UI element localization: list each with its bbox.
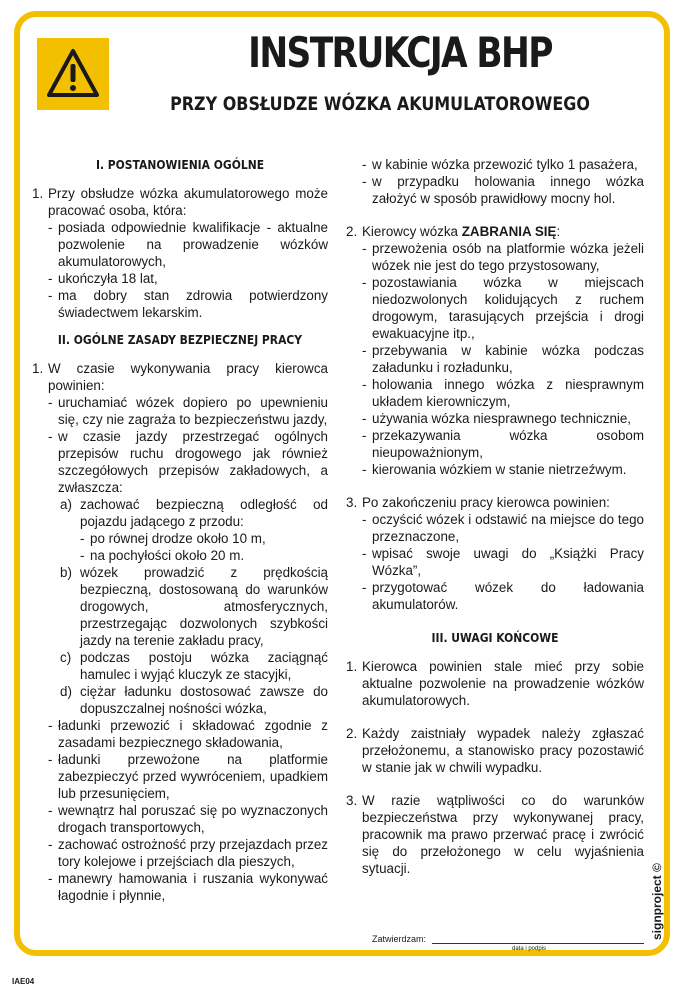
list-item: - posiada odpowiednie kwalifikacje - aktualne pozwolenie na prowadzenie wózków akumulatorowych,	[48, 220, 328, 269]
item-text: przygotować wózek do ładowania akumulatorów.	[372, 580, 644, 612]
item-text: wózek prowadzić z prędkością bezpieczną, dostosowaną do warunków drogowych, atmosferycznych, przestrzegając dozwolonych szybkości jazdy na terenie zakładu pracy,	[80, 565, 328, 648]
item-text: ma dobry stan zdrowia potwierdzony świadectwem lekarskim.	[58, 288, 328, 320]
list-item	[346, 792, 644, 877]
list-item: - manewry hamowania i ruszania wykonywać łagodnie i płynnie,	[48, 871, 328, 903]
item-text: holowania innego wózka z niesprawnym układem kierowniczym,	[372, 377, 644, 409]
list-item: - oczyścić wózek i odstawić na miejsce do tego przeznaczone,	[362, 512, 644, 544]
list-item: - przewożenia osób na platformie wózka jeżeli wózek nie jest do tego przystosowany,	[362, 241, 644, 273]
warning-triangle-icon	[37, 38, 109, 110]
list-item	[346, 494, 644, 511]
list-item: - w kabinie wózka przewozić tylko 1 pasażera,	[346, 156, 644, 173]
item-number: 3.	[346, 793, 358, 808]
list-item	[346, 223, 644, 240]
list-item: - przebywania w kabinie wózka podczas załadunku i rozładunku,	[362, 343, 644, 375]
right-column	[346, 156, 644, 877]
list-item	[346, 658, 644, 709]
item-text: ciężar ładunku dostosować zawsze do dopuszczalnej nośności wózka,	[80, 684, 328, 716]
brand-mark: signproject ©	[650, 863, 664, 940]
list-item	[32, 185, 328, 219]
item-text: manewry hamowania i ruszania wykonywać łagodnie i płynnie,	[58, 871, 328, 903]
item-text: ukończyła 18 lat,	[58, 271, 158, 286]
item-text: podczas postoju wózka zaciągnąć hamulec i wyjąć kluczyk ze stacyjki,	[80, 650, 328, 682]
item-text: przebywania w kabinie wózka podczas załadunku i rozładunku,	[372, 343, 644, 375]
section-heading: I. POSTANOWIENIA OGÓLNE	[95, 157, 265, 172]
list-item: - wpisać swoje uwagi do „Książki Pracy Wózka”,	[362, 546, 644, 578]
item-text: Po zakończeniu pracy kierowca powinien:	[362, 495, 610, 510]
item-text: używania wózka niesprawnego technicznie,	[372, 411, 632, 426]
page-subtitle: PRZY OBSŁUDZE WÓZKA AKUMULATOROWEGO	[170, 93, 590, 115]
sign-code: IAE04	[12, 977, 35, 986]
list-item: - na pochyłości około 20 m.	[80, 548, 245, 563]
list-item: - ukończyła 18 lat,	[32, 270, 328, 287]
list-item: - zachować ostrożność przy przejazdach przez tory kolejowe i przejściach dla pieszych,	[48, 837, 328, 869]
item-text: zachować bezpieczną odległość od pojazdu jadącego z przodu:	[80, 497, 328, 529]
list-item: - ładunki przewozić i składować zgodnie z zasadami bezpiecznego składowania,	[48, 718, 328, 750]
item-text: Kierowca powinien stale mieć przy sobie aktualne pozwolenie na prowadzenie wózków akumulatorowych.	[362, 659, 644, 708]
list-item: - po równej drodze około 10 m,	[80, 531, 266, 546]
list-item: - ma dobry stan zdrowia potwierdzony świadectwem lekarskim.	[48, 288, 328, 320]
item-number: 1.	[346, 659, 358, 674]
item-text: kierowania wózkiem w stanie nietrzeźwym.	[372, 462, 627, 477]
list-item: - w czasie jazdy przestrzegać ogólnych przepisów ruchu drogowego jak również szczegółowych przepisów zakładowych, a zwłaszcza:	[48, 429, 328, 495]
section-heading: II. OGÓLNE ZASADY BEZPIECZNEJ PRACY	[57, 332, 303, 347]
signature-hint: data i podpis	[512, 946, 547, 952]
item-text: wpisać swoje uwagi do „Książki Pracy Wózka”,	[372, 546, 644, 578]
list-item	[32, 360, 328, 394]
item-text: przekazywania wózka osobom nieupoważnionym,	[372, 428, 644, 460]
item-number: 2.	[346, 224, 358, 239]
item-text: posiada odpowiednie kwalifikacje - aktualne pozwolenie na prowadzenie wózków akumulatorowych,	[58, 220, 328, 269]
item-number: 3.	[346, 495, 358, 510]
list-item: - przekazywania wózka osobom nieupoważnionym,	[362, 428, 644, 460]
item-text: zachować ostrożność przy przejazdach przez tory kolejowe i przejściach dla pieszych,	[58, 837, 328, 869]
list-item: c) podczas postoju wózka zaciągnąć hamulec i wyjąć kluczyk ze stacyjki,	[60, 650, 328, 682]
warning-sign	[37, 38, 109, 110]
approve-label: Zatwierdzam:	[372, 934, 427, 944]
left-column	[32, 156, 328, 904]
list-item: - przygotować wózek do ładowania akumulatorów.	[362, 580, 644, 612]
emphasis-text: ZABRANIA SIĘ	[461, 224, 557, 239]
item-text: Kierowcy wózka	[362, 224, 458, 239]
item-text: przewożenia osób na platformie wózka jeżeli wózek nie jest do tego przystosowany,	[372, 241, 644, 273]
item-number: 2.	[346, 726, 358, 741]
item-text: Każdy zaistniały wypadek należy zgłaszać przełożonemu, a stanowisko pracy pozostawić w stanie jak w chwili wypadku.	[362, 726, 644, 775]
item-text: uruchamiać wózek dopiero po upewnieniu się, czy nie zagraża to bezpieczeństwu jazdy,	[58, 395, 328, 427]
list-item: - pozostawiania wózka w miejscach niedozwolonych kolidujących z ruchem drogowym, tarasujących przejścia i drogi ewakuacyjne itp.,	[362, 275, 644, 341]
list-item: - kierowania wózkiem w stanie nietrzeźwym.	[346, 461, 644, 478]
punctuation: :	[556, 224, 561, 239]
item-text: W czasie wykonywania pracy kierowca powinien:	[48, 361, 328, 393]
item-text: na pochyłości około 20 m.	[90, 548, 245, 563]
signature-line	[432, 943, 644, 944]
item-text: pozostawiania wózka w miejscach niedozwolonych kolidujących z ruchem drogowym, tarasujących przejścia i drogi ewakuacyjne itp.,	[372, 275, 644, 341]
item-text: W razie wątpliwości co do warunków bezpieczeństwa przy wykonywanej pracy, pracownik ma prawo przerwać pracę i zwrócić się do przełożonego w celu wyjaśnienia sytuacji.	[362, 793, 644, 876]
item-text: po równej drodze około 10 m,	[90, 531, 266, 546]
list-item	[346, 725, 644, 776]
item-text: w czasie jazdy przestrzegać ogólnych przepisów ruchu drogowego jak również szczegółowych przepisów zakładowych, a zwłaszcza:	[58, 429, 328, 495]
list-item: - holowania innego wózka z niesprawnym układem kierowniczym,	[362, 377, 644, 409]
item-number: 1.	[32, 361, 44, 376]
list-item: - używania wózka niesprawnego technicznie,	[346, 410, 644, 427]
item-text: Przy obsłudze wózka akumulatorowego może pracować osoba, która:	[48, 186, 328, 218]
item-text: w kabinie wózka przewozić tylko 1 pasażera,	[372, 157, 638, 172]
list-item: a) zachować bezpieczną odległość od pojazdu jadącego z przodu:	[60, 497, 328, 529]
page-title: INSTRUKCJA BHP	[248, 28, 552, 77]
item-text: ładunki przewozić i składować zgodnie z zasadami bezpiecznego składowania,	[58, 718, 328, 750]
list-item: - w przypadku holowania innego wózka założyć w sposób prawidłowy mocny hol.	[362, 174, 644, 206]
list-item: d) ciężar ładunku dostosować zawsze do dopuszczalnej nośności wózka,	[60, 684, 328, 716]
list-item: b) wózek prowadzić z prędkością bezpieczną, dostosowaną do warunków drogowych, atmosferycznych, przestrzegając dozwolonych szybkości jazdy na terenie zakładu pracy,	[60, 565, 328, 648]
item-text: wewnątrz hal poruszać się po wyznaczonych drogach transportowych,	[58, 803, 328, 835]
item-text: w przypadku holowania innego wózka założyć w sposób prawidłowy mocny hol.	[372, 174, 644, 206]
list-item: - ładunki przewożone na platformie zabezpieczyć przed wywróceniem, upadkiem lub przesunięciem,	[48, 752, 328, 801]
item-text: ładunki przewożone na platformie zabezpieczyć przed wywróceniem, upadkiem lub przesunięciem,	[58, 752, 328, 801]
item-number: 1.	[32, 186, 44, 201]
list-item: - uruchamiać wózek dopiero po upewnieniu się, czy nie zagraża to bezpieczeństwu jazdy,	[48, 395, 328, 427]
item-text: oczyścić wózek i odstawić na miejsce do tego przeznaczone,	[372, 512, 644, 544]
list-item: - wewnątrz hal poruszać się po wyznaczonych drogach transportowych,	[48, 803, 328, 835]
section-heading: III. UWAGI KOŃCOWE	[431, 630, 559, 645]
